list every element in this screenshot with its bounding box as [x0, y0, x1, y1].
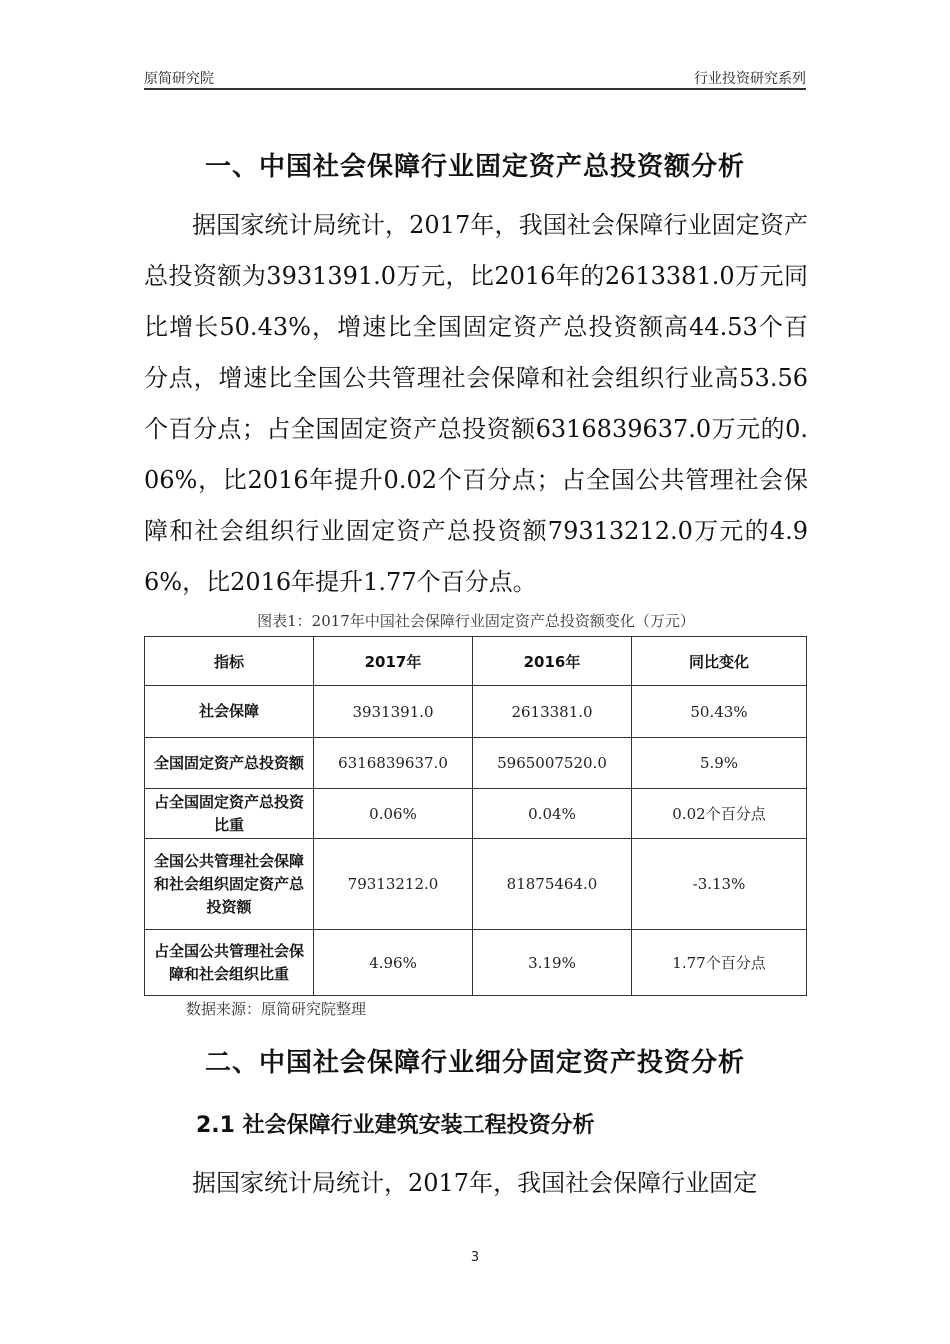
- cell-2016: 5965007520.0: [473, 738, 632, 789]
- cell-2016: 2613381.0: [473, 686, 632, 738]
- page-number: 3: [470, 1250, 480, 1265]
- table-row: [145, 930, 807, 996]
- cell-change: -3.13%: [632, 839, 807, 930]
- row-label: 全国公共管理社会保障和社会组织固定资产总投资额: [145, 839, 314, 930]
- table-caption: 图表1：2017年中国社会保障行业固定资产总投资额变化（万元）: [257, 612, 695, 630]
- investment-table: [144, 636, 807, 996]
- cell-change: 0.02个百分点: [632, 789, 807, 839]
- table-header-row: [145, 637, 807, 686]
- cell-2016: 0.04%: [473, 789, 632, 839]
- cell-2017: 3931391.0: [314, 686, 473, 738]
- row-label: 全国固定资产总投资额: [145, 738, 314, 789]
- section1-paragraph: 据国家统计局统计，2017年，我国社会保障行业固定资产总投资额为3931391.0万元，比2016年的2613381.0万元同比增长50.43%，增速比全国固定资产总投资额高44.53个百分点，增速比全国公共管理社会保障和社会组织行业高53.56个百分点；占全国固定资产总投资额6316839637.0万元的0.06%，比2016年提升0.02个百分点；占全国公共管理社会保障和社会组织行业固定资产总投资额79313212.0万元的4.96%，比2016年提升1.77个百分点。: [144, 211, 808, 596]
- header-indicator: 指标: [145, 637, 314, 686]
- table-row: [145, 738, 807, 789]
- header-2016: 2016年: [473, 637, 632, 686]
- header-org-name: 原简研究院: [144, 71, 214, 87]
- header-series-name: 行业投资研究系列: [694, 71, 806, 87]
- header-divider: [144, 88, 806, 90]
- table-row: [145, 686, 807, 738]
- cell-2017: 0.06%: [314, 789, 473, 839]
- row-label: 社会保障: [145, 686, 314, 738]
- section2-subtitle: 2.1 社会保障行业建筑安装工程投资分析: [196, 1113, 595, 1138]
- header-yoy-change: 同比变化: [632, 637, 807, 686]
- cell-change: 1.77个百分点: [632, 930, 807, 996]
- table-source-note: 数据来源：原简研究院整理: [186, 1000, 367, 1018]
- section2-paragraph: 据国家统计局统计，2017年，我国社会保障行业固定: [192, 1169, 758, 1197]
- cell-2016: 81875464.0: [473, 839, 632, 930]
- section1-title: 一、中国社会保障行业固定资产总投资额分析: [204, 152, 745, 182]
- cell-2017: 6316839637.0: [314, 738, 473, 789]
- page-header: [144, 64, 806, 88]
- row-label: 占全国固定资产总投资比重: [145, 789, 314, 839]
- cell-2016: 3.19%: [473, 930, 632, 996]
- cell-2017: 79313212.0: [314, 839, 473, 930]
- table-row: [145, 789, 807, 839]
- cell-change: 5.9%: [632, 738, 807, 789]
- row-label: 占全国公共管理社会保障和社会组织比重: [145, 930, 314, 996]
- cell-2017: 4.96%: [314, 930, 473, 996]
- table-row: [145, 839, 807, 930]
- cell-change: 50.43%: [632, 686, 807, 738]
- header-2017: 2017年: [314, 637, 473, 686]
- section2-title: 二、中国社会保障行业细分固定资产投资分析: [204, 1048, 745, 1078]
